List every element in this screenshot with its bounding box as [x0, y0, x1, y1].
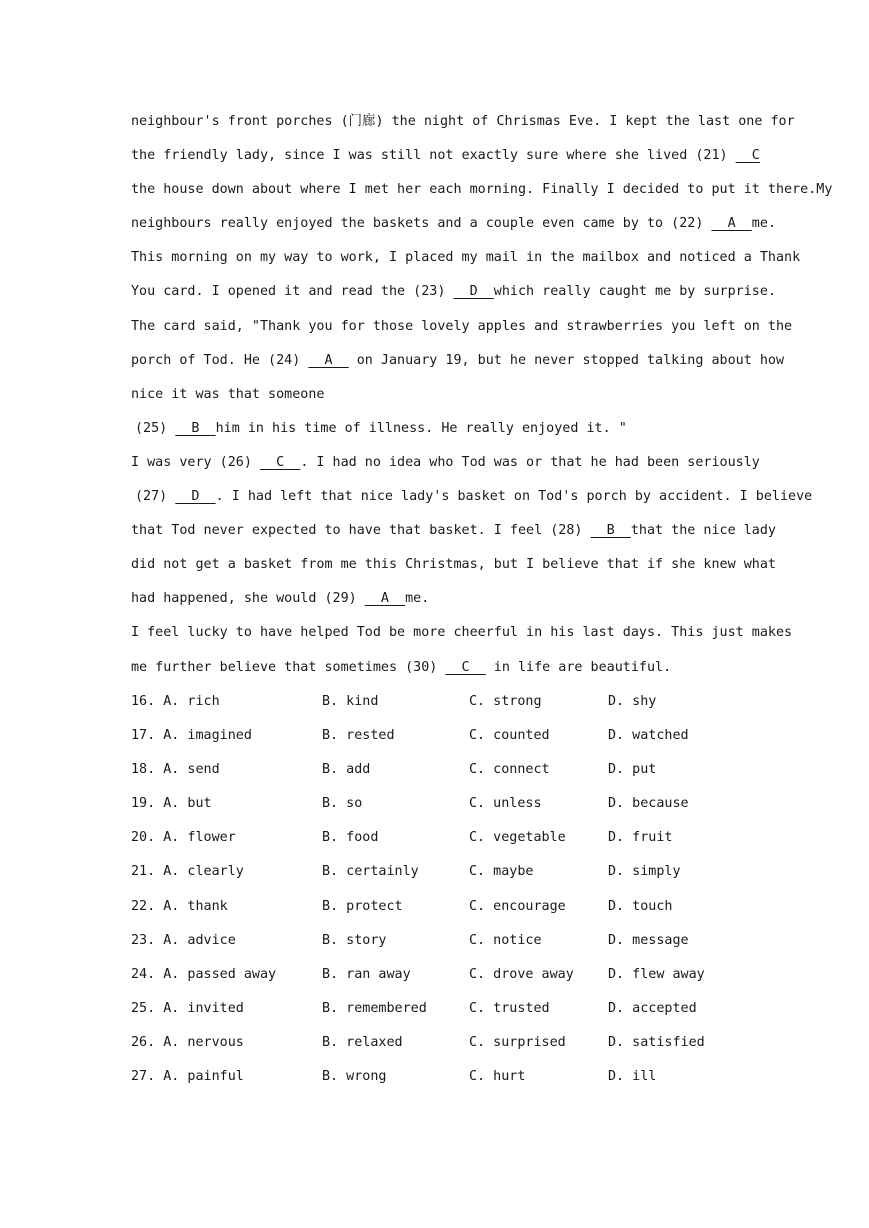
passage-line	[131, 651, 737, 685]
option-a: A. send	[163, 762, 220, 778]
option-d: D. flew away	[608, 966, 705, 982]
passage-text: me.	[405, 591, 430, 607]
question-row	[131, 1060, 737, 1094]
passage-line	[131, 344, 785, 378]
answer-blank: B	[590, 523, 631, 539]
option-a: A. imagined	[163, 728, 252, 744]
option-b: B. food	[322, 830, 379, 846]
passage-text: The card said, "Thank you for those lovely apples and strawberries you left on the	[131, 318, 793, 334]
option-a: A. painful	[163, 1069, 244, 1085]
passage-text: nice it was that someone	[131, 386, 325, 402]
passage-line	[135, 480, 813, 514]
option-d: D. touch	[608, 898, 673, 914]
answer-blank: C	[260, 454, 301, 470]
question-number: 24.	[131, 966, 156, 982]
passage-text: that the nice lady	[630, 523, 776, 539]
option-b: B. wrong	[322, 1069, 387, 1085]
option-c: C. counted	[469, 728, 550, 744]
passage-text: porch of Tod. He (24)	[131, 352, 309, 368]
question-number: 22.	[131, 898, 156, 914]
question-number: 19.	[131, 796, 156, 812]
question-row	[131, 1026, 737, 1060]
passage-text: . I had left that nice lady's basket on Tod's porch by accident. I believe	[215, 489, 813, 505]
option-d: D. put	[608, 762, 657, 778]
question-number-and-option-a	[131, 787, 212, 821]
question-number: 23.	[131, 932, 156, 948]
passage-line	[131, 173, 833, 207]
option-c: C. trusted	[469, 1000, 550, 1016]
option-b: B. so	[322, 796, 363, 812]
answer-blank: C	[735, 148, 760, 164]
option-c: C. connect	[469, 762, 550, 778]
question-row	[131, 890, 737, 924]
passage-line	[131, 275, 776, 309]
option-c: C. notice	[469, 932, 542, 948]
passage-line	[131, 616, 793, 650]
option-c: C. maybe	[469, 864, 534, 880]
option-c: C. encourage	[469, 898, 566, 914]
answer-blank: A	[364, 591, 406, 607]
question-row	[131, 992, 737, 1026]
option-b: B. kind	[322, 694, 379, 709]
option-d: D. because	[608, 796, 689, 812]
passage-line	[131, 514, 776, 548]
passage-text: in life are beautiful.	[485, 659, 672, 675]
question-number-and-option-a	[131, 1026, 244, 1060]
option-b: B. story	[322, 932, 387, 948]
question-number-and-option-a	[131, 719, 252, 753]
passage-line	[131, 241, 801, 275]
option-a: A. rich	[163, 694, 220, 709]
option-a: A. clearly	[163, 864, 244, 880]
passage-text: that Tod never expected to have that basket. I feel (28)	[131, 523, 591, 539]
passage-text: which really caught me by surprise.	[493, 284, 776, 300]
passage-text: (27)	[135, 489, 176, 505]
passage-text: did not get a basket from me this Christmas, but I believe that if she knew what	[131, 557, 776, 573]
question-row	[131, 855, 737, 889]
passage-text: (25)	[135, 420, 176, 436]
option-d: D. fruit	[608, 830, 673, 846]
option-a: A. passed away	[163, 966, 277, 982]
question-number-and-option-a	[131, 992, 244, 1026]
passage-text: This morning on my way to work, I placed my mail in the mailbox and noticed a Thank	[131, 250, 801, 266]
question-number: 16.	[131, 694, 156, 709]
option-d: D. satisfied	[608, 1034, 705, 1050]
answer-blank: D	[453, 284, 494, 300]
passage-line	[131, 548, 776, 582]
question-number-and-option-a	[131, 958, 276, 992]
option-b: B. certainly	[322, 864, 419, 880]
option-b: B. ran away	[322, 966, 411, 982]
question-number: 21.	[131, 864, 156, 880]
option-a: A. but	[163, 796, 212, 812]
option-b: B. remembered	[322, 1000, 427, 1016]
passage-text: me further believe that sometimes (30)	[131, 659, 446, 675]
question-row	[131, 958, 737, 992]
option-d: D. message	[608, 932, 689, 948]
option-b: B. protect	[322, 898, 403, 914]
question-row	[131, 719, 737, 753]
passage-text: me.	[751, 216, 776, 232]
passage-text: him in his time of illness. He really enjoyed it. "	[215, 420, 627, 436]
passage-text: I was very (26)	[131, 454, 260, 470]
option-d: D. simply	[608, 864, 681, 880]
question-number: 25.	[131, 1000, 156, 1016]
passage-line	[131, 105, 795, 139]
answer-options-list	[131, 685, 737, 1094]
question-number-and-option-a	[131, 753, 220, 787]
option-c: C. strong	[469, 694, 542, 709]
option-a: A. advice	[163, 932, 236, 948]
option-a: A. invited	[163, 1000, 244, 1016]
passage-line	[131, 310, 793, 344]
passage-line	[131, 446, 760, 480]
option-c: C. unless	[469, 796, 542, 812]
option-c: C. hurt	[469, 1069, 526, 1085]
question-number-and-option-a	[131, 924, 236, 958]
question-row	[131, 685, 737, 719]
passage-line	[131, 139, 760, 173]
passage-text: had happened, she would (29)	[131, 591, 365, 607]
option-d: D. accepted	[608, 1000, 697, 1016]
passage-line	[131, 582, 737, 616]
passage-text: neighbours really enjoyed the baskets and a couple even came by to (22)	[131, 216, 712, 232]
passage-text: on January 19, but he never stopped talking about how	[348, 352, 785, 368]
option-a: A. nervous	[163, 1034, 244, 1050]
question-number-and-option-a	[131, 821, 236, 855]
option-c: C. drove away	[469, 966, 574, 982]
question-row	[131, 787, 737, 821]
question-number: 26.	[131, 1034, 156, 1050]
question-number-and-option-a	[131, 1060, 244, 1094]
option-b: B. add	[322, 762, 371, 778]
passage-line	[131, 207, 776, 241]
answer-blank: A	[308, 352, 349, 368]
question-number-and-option-a	[131, 890, 228, 924]
question-number: 20.	[131, 830, 156, 846]
passage-text: the friendly lady, since I was still not exactly sure where she lived (21)	[131, 148, 736, 164]
answer-blank: B	[175, 420, 216, 436]
option-d: D. shy	[608, 694, 657, 709]
passage-text: I feel lucky to have helped Tod be more cheerful in his last days. This just makes	[131, 625, 793, 641]
option-c: C. surprised	[469, 1034, 566, 1050]
option-a: A. thank	[163, 898, 228, 914]
passage-line	[131, 378, 737, 412]
question-number-and-option-a	[131, 855, 244, 889]
cloze-passage	[131, 105, 833, 685]
option-a: A. flower	[163, 830, 236, 846]
question-row	[131, 753, 737, 787]
answer-blank: D	[175, 489, 216, 505]
question-number: 18.	[131, 762, 156, 778]
option-d: D. ill	[608, 1069, 657, 1085]
passage-line	[135, 412, 737, 446]
option-b: B. relaxed	[322, 1034, 403, 1050]
option-b: B. rested	[322, 728, 395, 744]
answer-blank: C	[445, 659, 486, 675]
question-row	[131, 821, 737, 855]
question-number: 27.	[131, 1069, 156, 1085]
option-d: D. watched	[608, 728, 689, 744]
option-c: C. vegetable	[469, 830, 566, 846]
answer-blank: A	[711, 216, 752, 232]
question-number-and-option-a	[131, 685, 220, 719]
question-number: 17.	[131, 728, 156, 744]
passage-text: . I had no idea who Tod was or that he had been seriously	[300, 454, 760, 470]
passage-text: neighbour's front porches (门廊) the night of Chrismas Eve. I kept the last one for	[131, 114, 795, 129]
passage-text: You card. I opened it and read the (23)	[131, 284, 454, 300]
question-row	[131, 924, 737, 958]
passage-text: the house down about where I met her each morning. Finally I decided to put it there.My	[131, 182, 833, 198]
